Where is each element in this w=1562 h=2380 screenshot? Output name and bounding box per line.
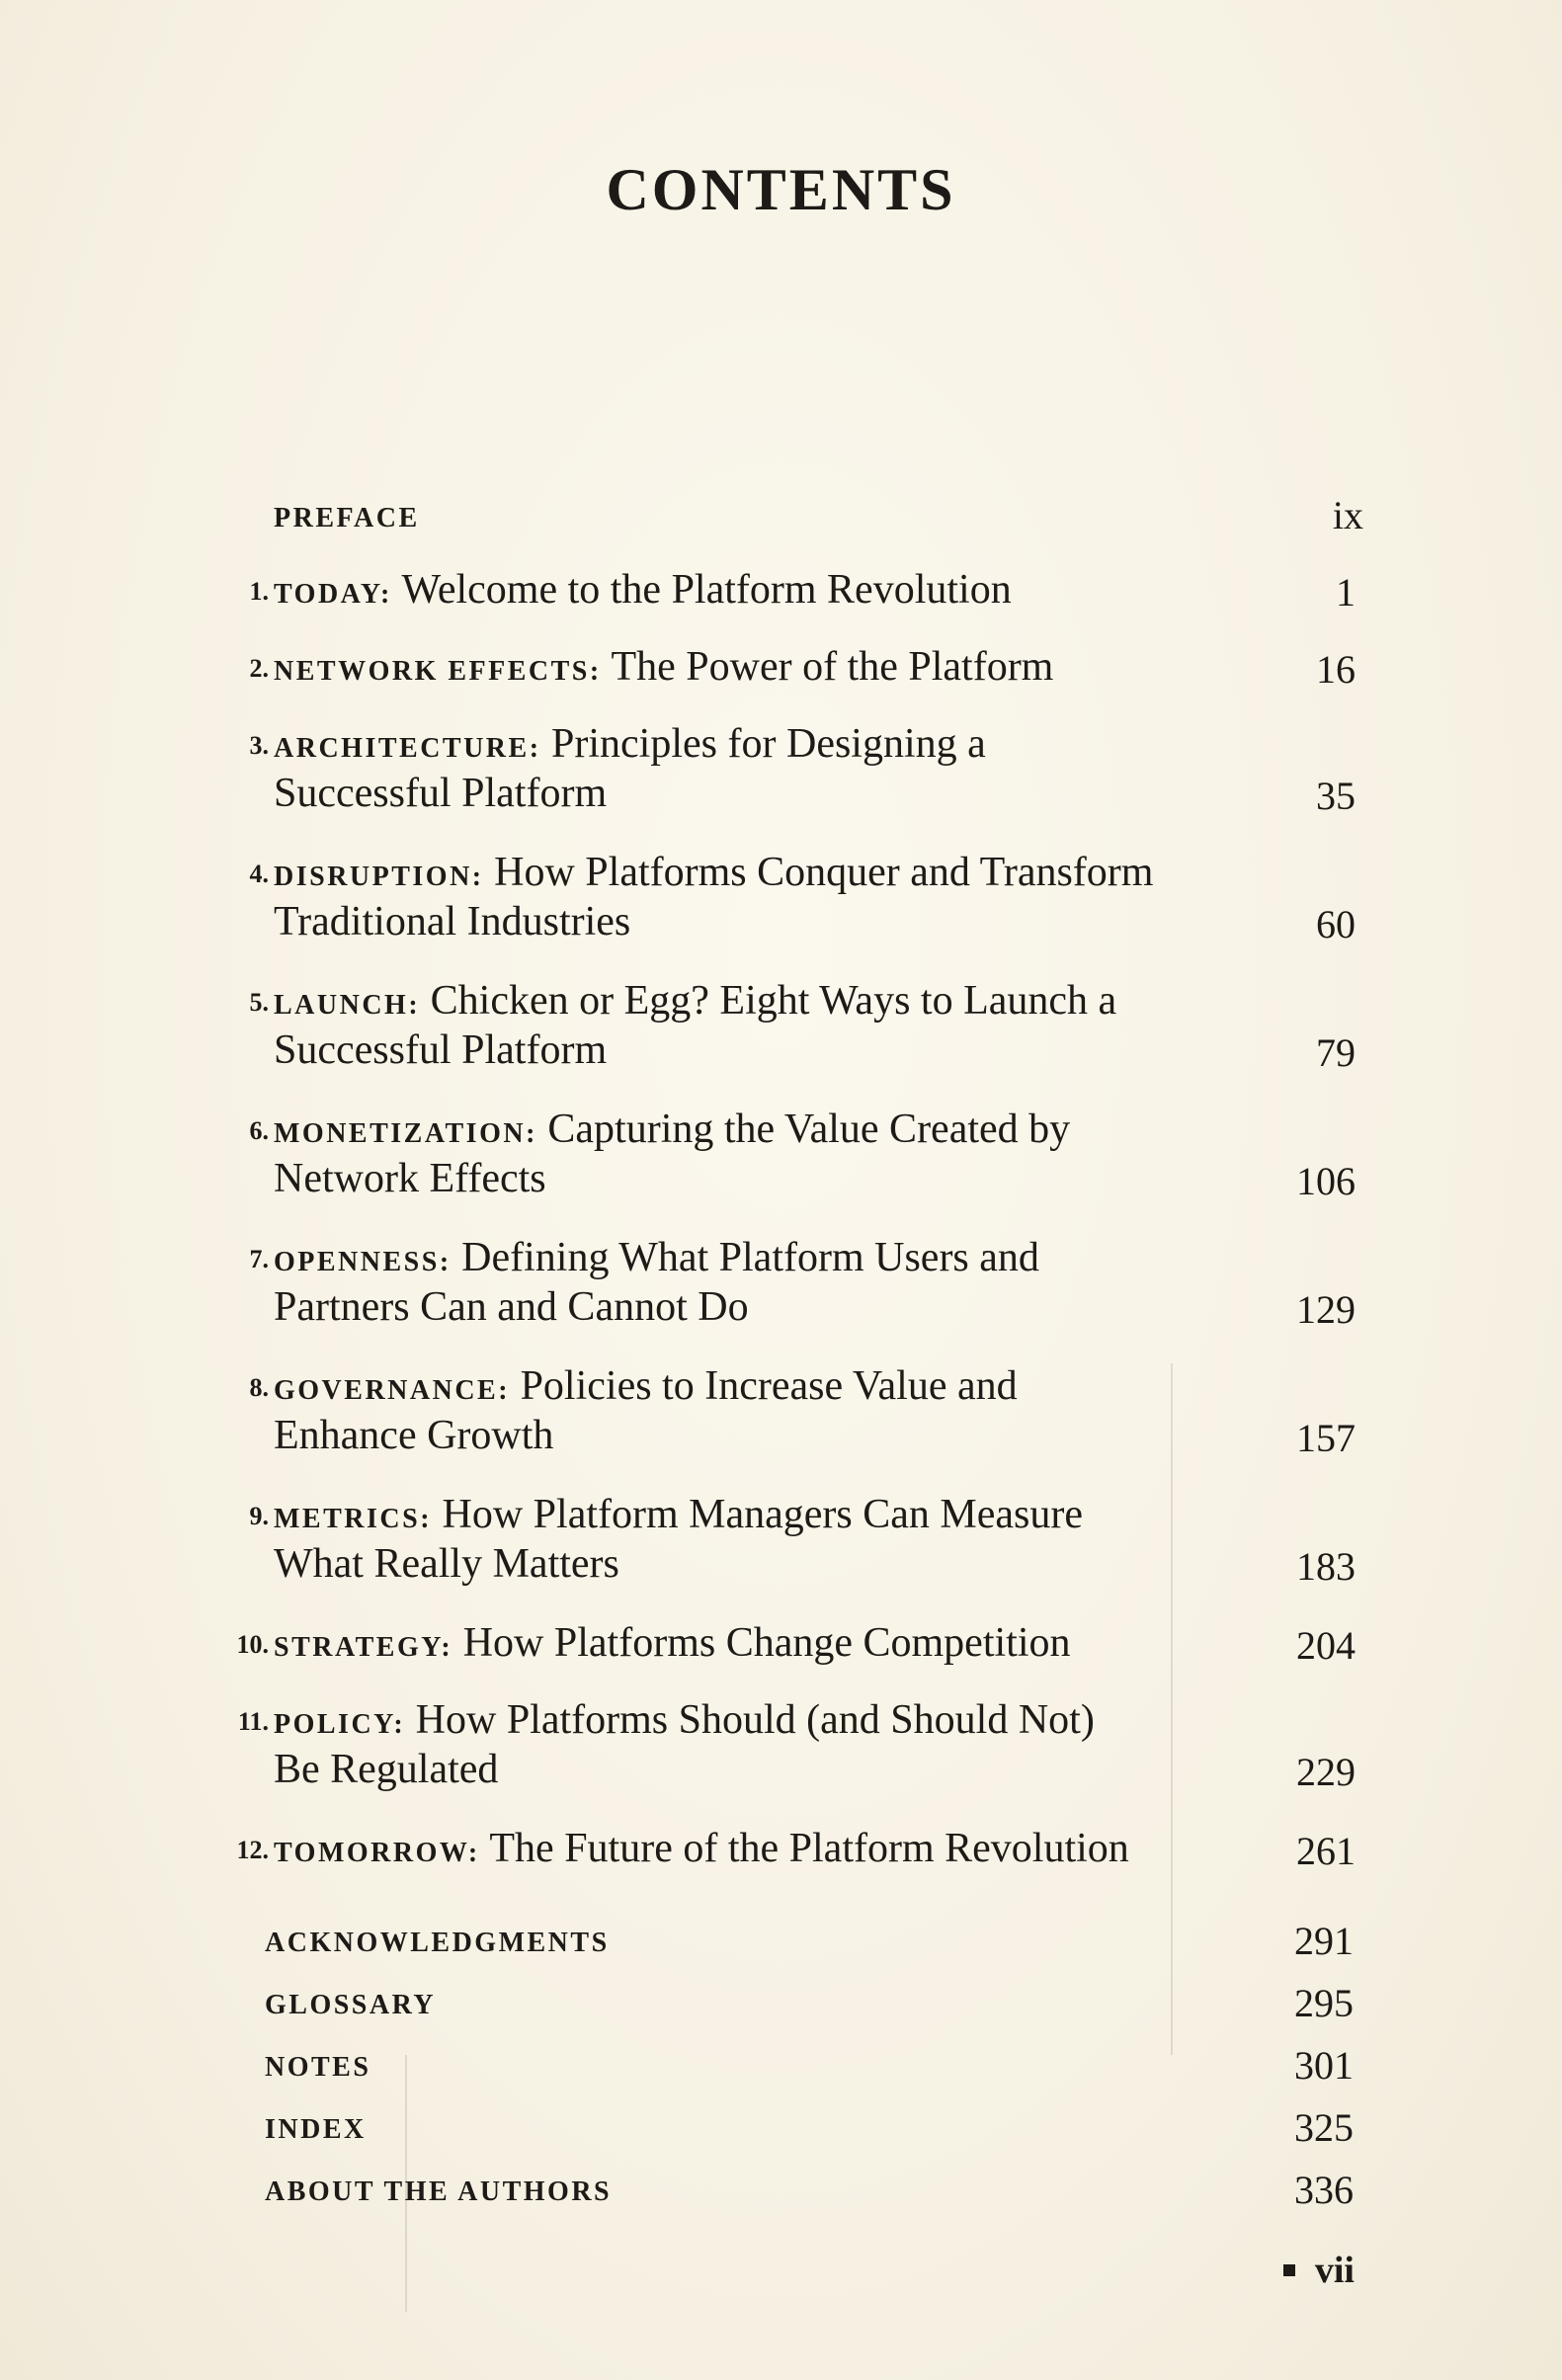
back-matter-label: ACKNOWLEDGMENTS — [265, 1928, 610, 1958]
chapter-page-number: 204 — [1296, 1623, 1356, 1668]
chapter-page-number: 157 — [1296, 1416, 1356, 1460]
back-matter-page-number: 336 — [1294, 2168, 1354, 2212]
chapter-title-continued: Enhance Growth — [274, 1413, 554, 1458]
chapter-label: LAUNCH: — [274, 990, 421, 1021]
chapter-page-number: 261 — [1296, 1829, 1356, 1873]
chapter-title-continued: Successful Platform — [274, 771, 608, 816]
chapter-entry-line[interactable] — [274, 642, 1053, 697]
chapter-number: 3. — [249, 731, 269, 760]
back-matter-label: INDEX — [265, 2114, 367, 2145]
chapter-title-continued: What Really Matters — [274, 1541, 619, 1587]
chapter-label: METRICS: — [274, 1504, 433, 1534]
chapter-number: 4. — [249, 860, 269, 888]
page-crease — [1171, 1363, 1173, 2055]
chapter-title-continued: Network Effects — [274, 1156, 546, 1201]
chapter-label: TOMORROW: — [274, 1838, 480, 1868]
preface-page-number: ix — [1332, 493, 1363, 537]
chapter-title: How Platforms Change Competition — [462, 1620, 1071, 1666]
chapter-number: 8. — [249, 1373, 269, 1402]
chapter-page-number: 129 — [1296, 1287, 1356, 1332]
back-matter-label: GLOSSARY — [265, 1990, 437, 2020]
back-matter-label: NOTES — [265, 2052, 371, 2083]
chapter-page-number: 79 — [1316, 1030, 1356, 1075]
chapter-label: NETWORK EFFECTS: — [274, 656, 602, 687]
chapter-title-continued: Be Regulated — [274, 1747, 499, 1792]
chapter-title: Welcome to the Platform Revolution — [401, 567, 1012, 613]
chapter-entry-line[interactable] — [274, 1490, 1083, 1544]
preface-label: PREFACE — [274, 503, 420, 533]
chapter-entry-line[interactable] — [274, 1695, 1095, 1750]
chapter-number: 7. — [249, 1245, 269, 1273]
chapter-entry-line[interactable] — [274, 1105, 1070, 1159]
back-matter-entry[interactable] — [265, 1976, 436, 2030]
chapter-number: 2. — [249, 654, 269, 683]
chapter-entry-line[interactable] — [274, 1361, 1018, 1416]
chapter-label: DISRUPTION: — [274, 862, 484, 892]
back-matter-page-number: 291 — [1294, 1919, 1354, 1963]
chapter-title: How Platform Managers Can Measure — [442, 1492, 1084, 1537]
chapter-page-number: 35 — [1316, 774, 1356, 818]
chapter-title: The Future of the Platform Revolution — [489, 1826, 1129, 1871]
back-matter-label: ABOUT THE AUTHORS — [265, 2176, 613, 2207]
chapter-number: 1. — [249, 577, 269, 606]
back-matter-entry[interactable] — [265, 2163, 612, 2217]
chapter-page-number: 183 — [1296, 1544, 1356, 1589]
chapter-entry-line[interactable] — [274, 719, 986, 774]
chapter-entry-line[interactable] — [274, 848, 1153, 902]
chapter-label: MONETIZATION: — [274, 1118, 537, 1149]
chapter-number: 12. — [236, 1836, 269, 1864]
chapter-label: OPENNESS: — [274, 1247, 452, 1277]
chapter-page-number: 60 — [1316, 902, 1356, 946]
chapter-number: 10. — [236, 1630, 269, 1659]
chapter-title: The Power of the Platform — [611, 644, 1054, 690]
chapter-page-number: 16 — [1316, 647, 1356, 692]
chapter-entry-line[interactable] — [274, 1618, 1071, 1673]
chapter-number: 6. — [249, 1116, 269, 1145]
back-matter-page-number: 301 — [1294, 2043, 1354, 2088]
chapter-title-continued: Partners Can and Cannot Do — [274, 1284, 749, 1330]
chapter-title: Policies to Increase Value and — [520, 1363, 1018, 1409]
chapter-title: Capturing the Value Created by — [547, 1107, 1071, 1152]
chapter-label: POLICY: — [274, 1709, 406, 1740]
folio-bullet-icon — [1283, 2264, 1295, 2276]
chapter-title: How Platforms Should (and Should Not) — [415, 1697, 1095, 1743]
chapter-page-number: 229 — [1296, 1750, 1356, 1794]
back-matter-entry[interactable] — [265, 2038, 370, 2093]
chapter-title: Chicken or Egg? Eight Ways to Launch a — [430, 978, 1117, 1024]
chapter-title-continued: Successful Platform — [274, 1027, 608, 1073]
folio — [1283, 2246, 1355, 2295]
contents-heading: CONTENTS — [606, 157, 956, 222]
chapter-number: 11. — [237, 1707, 269, 1736]
chapter-entry-line[interactable] — [274, 1824, 1129, 1878]
back-matter-page-number: 295 — [1294, 1981, 1354, 2025]
back-matter-page-number: 325 — [1294, 2105, 1354, 2150]
back-matter-entry[interactable] — [265, 1914, 610, 1968]
chapter-page-number: 106 — [1296, 1159, 1356, 1203]
back-matter-entry[interactable] — [265, 2100, 367, 2155]
chapter-title: Principles for Designing a — [551, 721, 986, 767]
chapter-entry-line[interactable] — [274, 565, 1012, 619]
chapter-title: Defining What Platform Users and — [461, 1235, 1039, 1280]
chapter-label: ARCHITECTURE: — [274, 733, 541, 764]
chapter-label: GOVERNANCE: — [274, 1375, 511, 1406]
chapter-entry-line[interactable] — [274, 1233, 1039, 1287]
chapter-title: How Platforms Conquer and Transform — [494, 850, 1154, 895]
chapter-number: 5. — [249, 988, 269, 1017]
folio-page-number: vii — [1314, 2250, 1355, 2291]
chapter-label: STRATEGY: — [274, 1632, 453, 1663]
chapter-title-continued: Traditional Industries — [274, 899, 631, 944]
chapter-number: 9. — [249, 1502, 269, 1530]
chapter-entry-line[interactable] — [274, 976, 1116, 1030]
chapter-page-number: 1 — [1336, 570, 1356, 615]
chapter-label: TODAY: — [274, 579, 392, 610]
front-matter-preface — [274, 489, 420, 543]
